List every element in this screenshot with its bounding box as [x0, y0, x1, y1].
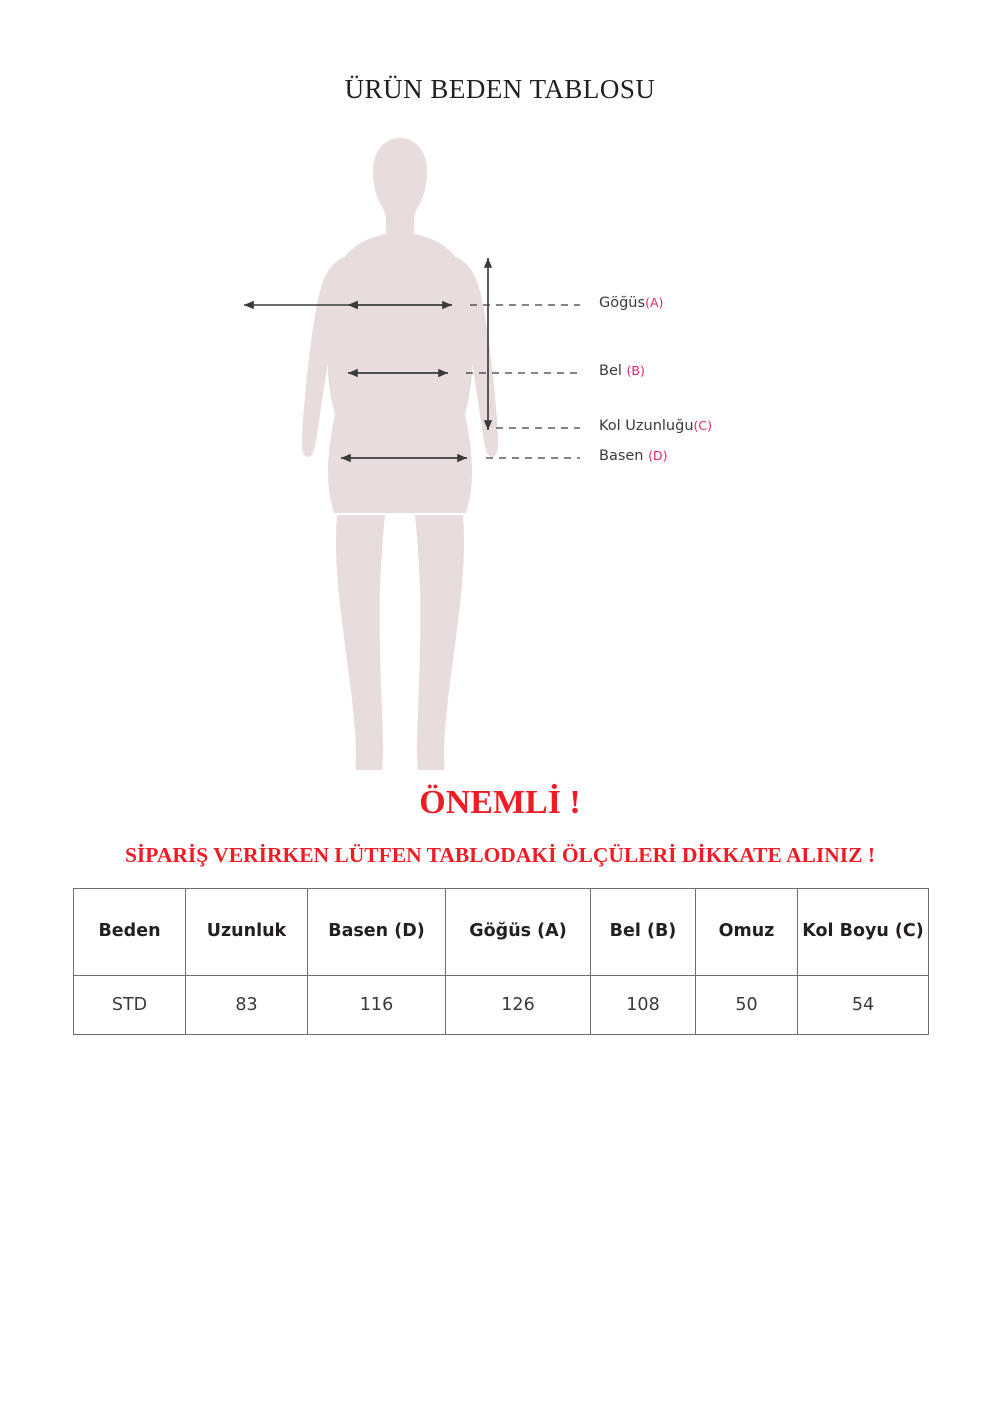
measurement-label-gogus-text: Göğüs — [599, 295, 646, 311]
table-header-kol-boyu: Kol Boyu (C) — [798, 889, 929, 976]
measurement-label-kol-uzunlugu — [599, 418, 712, 434]
measurement-label-bel-text: Bel — [599, 363, 627, 379]
warning-headline: ÖNEMLİ ! — [419, 784, 581, 821]
body-silhouette-icon — [0, 130, 1000, 770]
measurement-code-a: (A) — [645, 295, 664, 310]
warning-subtext: SİPARİŞ VERİRKEN LÜTFEN TABLODAKİ ÖLÇÜLERİ DİKKATE ALINIZ ! — [124, 843, 876, 867]
measurement-label-basen — [599, 448, 668, 464]
cell-omuz: 50 — [696, 976, 798, 1035]
table-row — [74, 976, 929, 1035]
cell-bel: 108 — [591, 976, 696, 1035]
table-header-row — [74, 889, 929, 976]
cell-basen: 116 — [308, 976, 446, 1035]
cell-uzunluk: 83 — [186, 976, 308, 1035]
cell-beden: STD — [74, 976, 186, 1035]
cell-kol-boyu: 54 — [798, 976, 929, 1035]
cell-gogus: 126 — [446, 976, 591, 1035]
measurement-label-bel — [599, 363, 645, 379]
size-guide-figure — [0, 130, 1000, 770]
measurement-label-gogus — [599, 295, 663, 311]
table-header-gogus: Göğüs (A) — [446, 889, 591, 976]
size-table — [73, 888, 929, 1035]
page-title: ÜRÜN BEDEN TABLOSU — [344, 74, 656, 104]
measurement-code-d: (D) — [648, 448, 668, 463]
table-header-omuz: Omuz — [696, 889, 798, 976]
measurement-code-b: (B) — [626, 363, 645, 378]
measurement-code-c: (C) — [693, 418, 712, 433]
table-header-beden: Beden — [74, 889, 186, 976]
measurement-label-basen-text: Basen — [599, 448, 649, 464]
table-header-uzunluk: Uzunluk — [186, 889, 308, 976]
table-header-bel: Bel (B) — [591, 889, 696, 976]
measurement-label-kol-text: Kol Uzunluğu — [599, 418, 694, 434]
table-header-basen: Basen (D) — [308, 889, 446, 976]
